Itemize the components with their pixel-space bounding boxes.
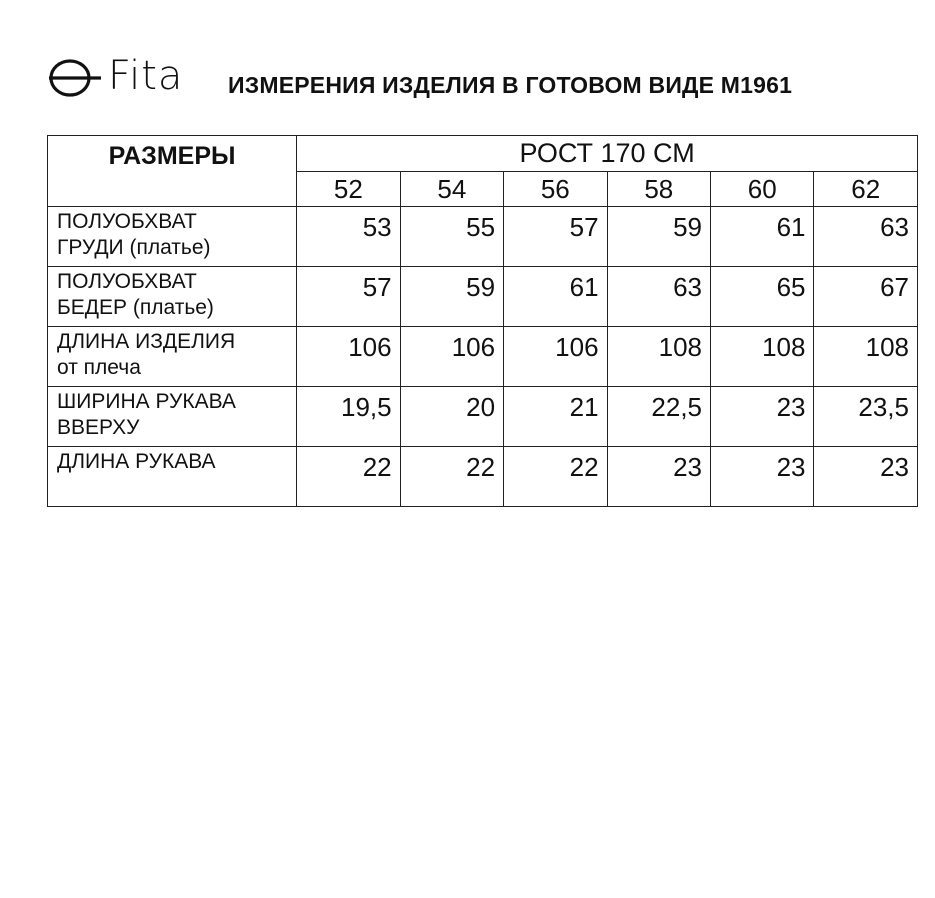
size-header: 60	[711, 171, 814, 207]
measurement-value: 20	[400, 387, 503, 447]
height-header: РОСТ 170 СМ	[297, 136, 918, 172]
measurement-value: 57	[504, 207, 607, 267]
table-row	[48, 267, 918, 327]
measurement-value: 108	[607, 327, 710, 387]
measurement-value: 21	[504, 387, 607, 447]
measurement-label: ПОЛУОБХВАТ ГРУДИ (платье)	[48, 207, 297, 267]
measurement-value: 53	[297, 207, 400, 267]
measurement-value: 106	[504, 327, 607, 387]
measurement-value: 106	[297, 327, 400, 387]
table-row	[48, 327, 918, 387]
measurement-value: 63	[607, 267, 710, 327]
measurement-value: 23	[607, 447, 710, 507]
measurements-table	[47, 135, 918, 507]
table-row	[48, 207, 918, 267]
measurement-value: 106	[400, 327, 503, 387]
table-header-row	[48, 136, 918, 172]
fita-logo-icon	[48, 53, 102, 99]
measurement-value: 23,5	[814, 387, 918, 447]
measurement-value: 22	[297, 447, 400, 507]
measurement-label: ДЛИНА РУКАВА	[48, 447, 297, 507]
brand-name: Fita	[108, 53, 184, 99]
measurement-value: 61	[711, 207, 814, 267]
measurement-value: 23	[711, 447, 814, 507]
measurement-value: 57	[297, 267, 400, 327]
measurement-value: 108	[711, 327, 814, 387]
size-header: 58	[607, 171, 710, 207]
measurement-value: 22	[400, 447, 503, 507]
measurement-value: 59	[607, 207, 710, 267]
measurement-value: 67	[814, 267, 918, 327]
measurement-label: ШИРИНА РУКАВА ВВЕРХУ	[48, 387, 297, 447]
sizes-header: РАЗМЕРЫ	[48, 136, 297, 207]
measurement-value: 19,5	[297, 387, 400, 447]
page-header	[48, 48, 908, 108]
brand-logo	[48, 50, 183, 102]
size-header: 52	[297, 171, 400, 207]
size-header: 56	[504, 171, 607, 207]
size-header: 54	[400, 171, 503, 207]
measurement-value: 59	[400, 267, 503, 327]
table-row	[48, 447, 918, 507]
size-header: 62	[814, 171, 918, 207]
measurement-value: 23	[711, 387, 814, 447]
measurement-label: ПОЛУОБХВАТ БЕДЕР (платье)	[48, 267, 297, 327]
measurement-value: 65	[711, 267, 814, 327]
page-title: ИЗМЕРЕНИЯ ИЗДЕЛИЯ В ГОТОВОМ ВИДЕ М1961	[228, 72, 793, 98]
measurement-value: 108	[814, 327, 918, 387]
measurement-value: 22	[504, 447, 607, 507]
table-row	[48, 387, 918, 447]
measurement-value: 63	[814, 207, 918, 267]
measurement-value: 22,5	[607, 387, 710, 447]
measurement-value: 61	[504, 267, 607, 327]
measurement-value: 23	[814, 447, 918, 507]
measurement-value: 55	[400, 207, 503, 267]
measurement-label: ДЛИНА ИЗДЕЛИЯ от плеча	[48, 327, 297, 387]
